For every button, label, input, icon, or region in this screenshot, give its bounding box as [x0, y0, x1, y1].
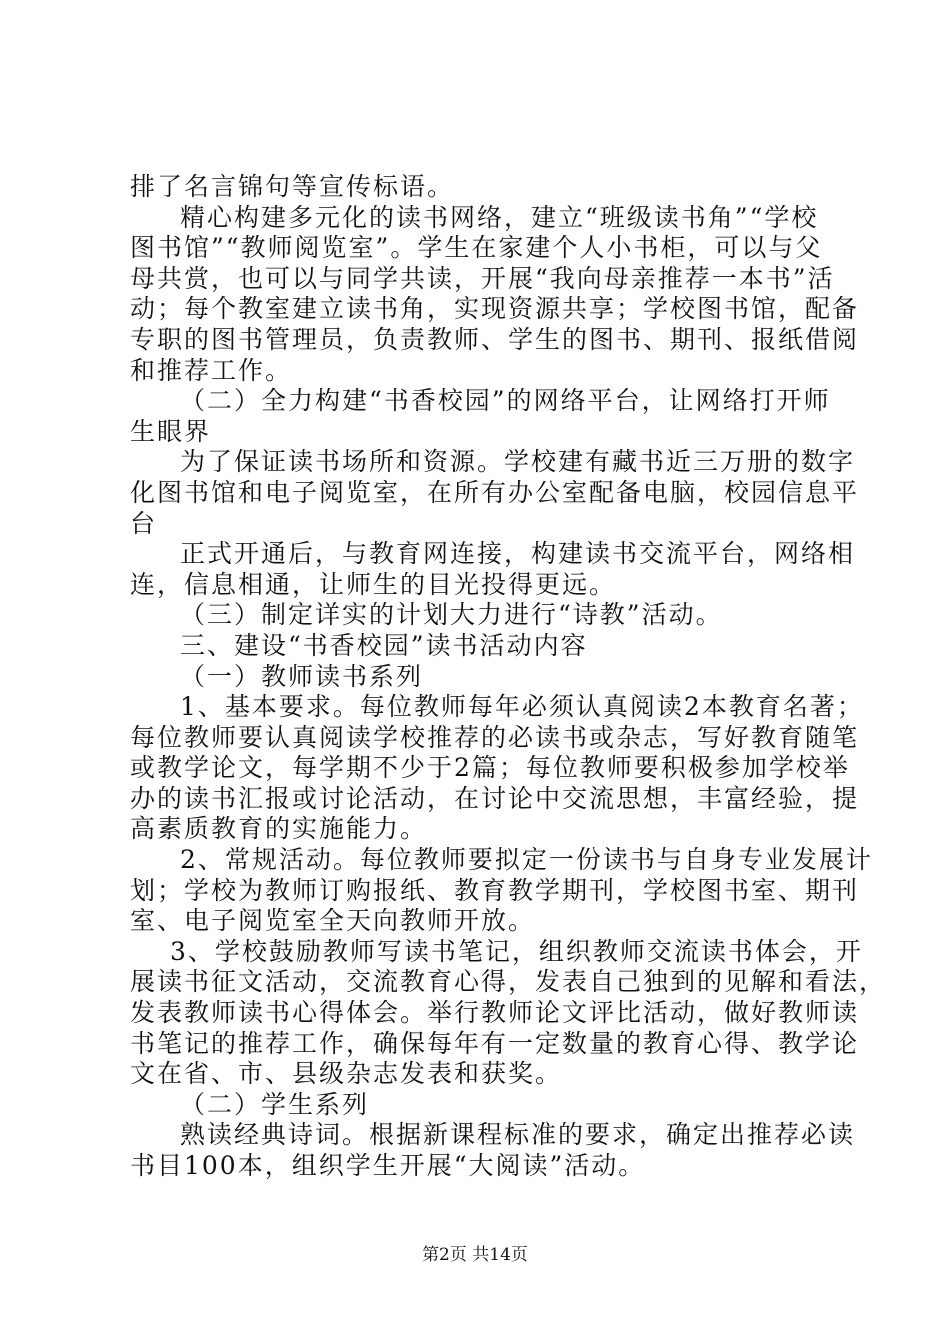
page-number-footer: 第2页 共14页	[422, 1245, 528, 1265]
text-line: 2、常规活动。每位教师要拟定一份读书与自身专业发展计	[180, 845, 873, 874]
text-line: 文在省、市、县级杂志发表和获奖。	[130, 1059, 563, 1088]
text-line: 台	[130, 509, 158, 538]
text-line: 展读书征文活动，交流教育心得，发表自己独到的见解和看法，	[130, 967, 887, 996]
text-line: 为了保证读书场所和资源。学校建有藏书近三万册的数字	[180, 447, 856, 476]
text-line: （二）全力构建“书香校园”的网络平台，让网络打开师	[180, 386, 831, 415]
text-line: 生眼界	[130, 417, 212, 446]
text-line: 书笔记的推荐工作，确保每年有一定数量的教育心得、教学论	[130, 1029, 860, 1058]
text-line: （二）学生系列	[180, 1090, 370, 1119]
text-line: 三、建设“书香校园”读书活动内容	[180, 631, 588, 660]
text-line: 或教学论文，每学期不少于2篇；每位教师要积极参加学校举	[130, 753, 850, 782]
text-line: 精心构建多元化的读书网络，建立“班级读书角”“学校	[180, 203, 819, 232]
text-line: 排了名言锦句等宣传标语。	[130, 172, 455, 201]
text-line: 书目100本，组织学生开展“大阅读”活动。	[130, 1151, 646, 1180]
text-line: 动；每个教室建立读书角，实现资源共享；学校图书馆，配备	[130, 294, 860, 323]
text-line: 划；学校为教师订购报纸、教育教学期刊，学校图书室、期刊	[130, 876, 860, 905]
text-line: 每位教师要认真阅读学校推荐的必读书或杂志，写好教育随笔	[130, 723, 860, 752]
text-line: 熟读经典诗词。根据新课程标准的要求，确定出推荐必读	[180, 1120, 856, 1149]
text-line: 3、学校鼓励教师写读书笔记，组织教师交流读书体会，开	[170, 937, 863, 966]
text-line: 1、基本要求。每位教师每年必须认真阅读2本教育名著；	[180, 692, 864, 721]
text-line: 办的读书汇报或讨论活动，在讨论中交流思想，丰富经验，提	[130, 784, 860, 813]
text-line: （一）教师读书系列	[180, 662, 424, 691]
text-line: 室、电子阅览室全天向教师开放。	[130, 906, 536, 935]
text-line: 专职的图书管理员，负责教师、学生的图书、期刊、报纸借阅	[130, 325, 860, 354]
text-line: 和推荐工作。	[130, 356, 293, 385]
text-line: 发表教师读书心得体会。举行教师论文评比活动，做好教师读	[130, 998, 860, 1027]
text-line: （三）制定详实的计划大力进行“诗教”活动。	[180, 600, 723, 629]
text-line: 高素质教育的实施能力。	[130, 814, 428, 843]
text-line: 图书馆”“教师阅览室”。学生在家建个人小书柜，可以与父	[130, 233, 823, 262]
text-line: 正式开通后，与教育网连接，构建读书交流平台，网络相	[180, 539, 856, 568]
text-line: 化图书馆和电子阅览室，在所有办公室配备电脑，校园信息平	[130, 478, 860, 507]
text-line: 连，信息相通，让师生的目光投得更远。	[130, 570, 617, 599]
text-line: 母共赏，也可以与同学共读，开展“我向母亲推荐一本书”活	[130, 264, 835, 293]
